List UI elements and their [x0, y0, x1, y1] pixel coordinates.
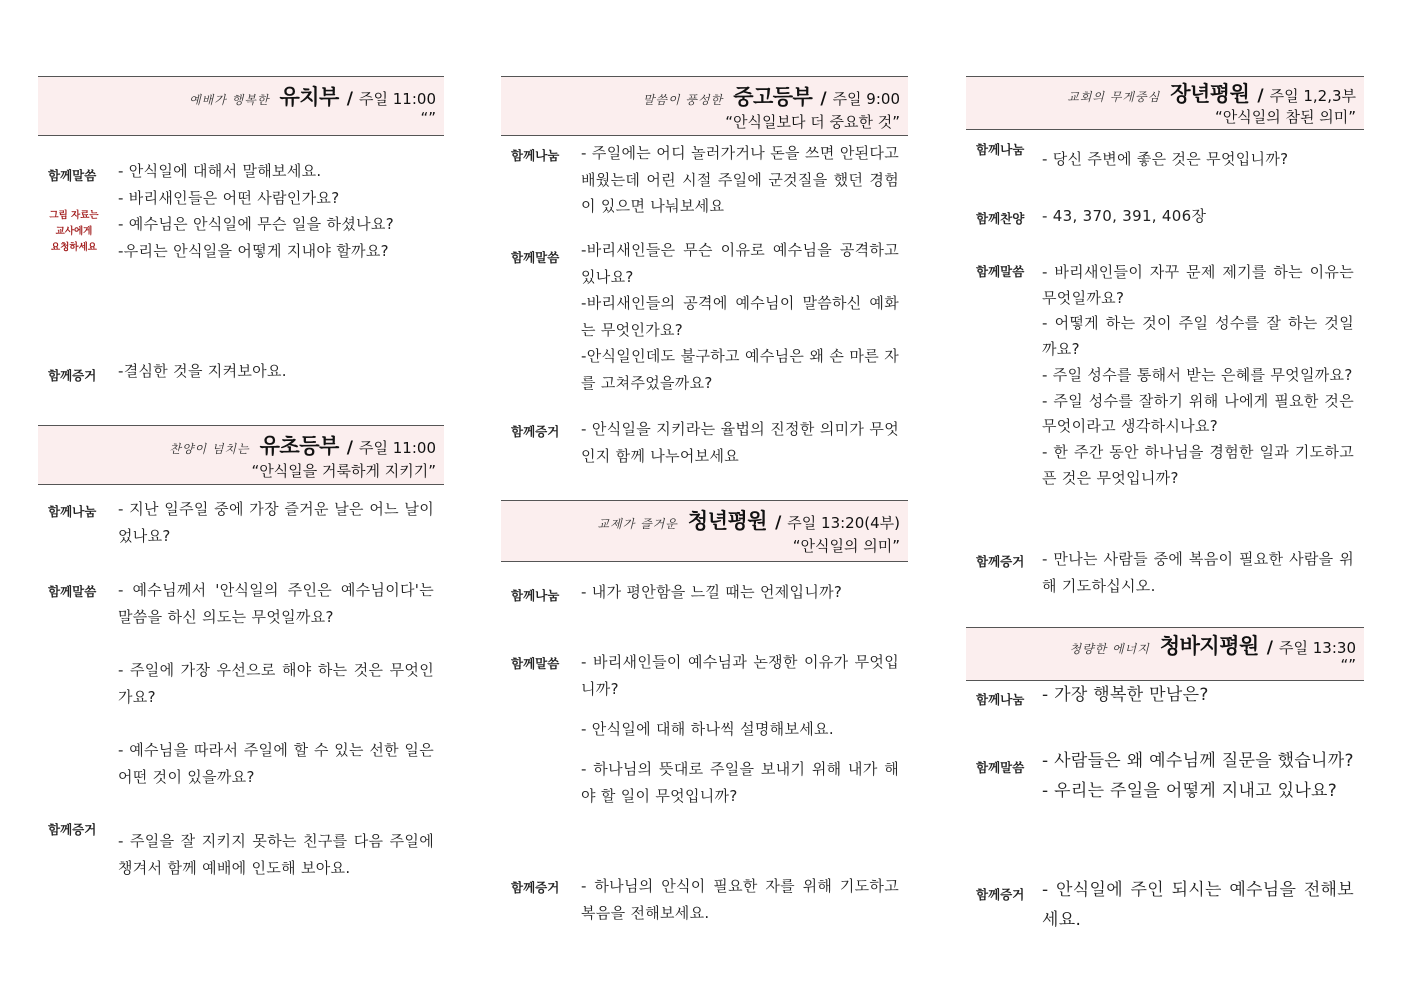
primary-section [38, 0, 444, 992]
list-item: - 사람들은 왜 예수님께 질문을 했습니까? [1042, 751, 1354, 771]
note-line: 그림 자료는 [49, 210, 99, 221]
header-title-line [598, 505, 900, 535]
witness-text: -결심한 것을 지켜보아요. [118, 362, 287, 380]
praise-label: 함께찬양 [976, 211, 1025, 226]
note-line: 요청하세요 [51, 242, 97, 253]
witness-label: 함께증거 [511, 424, 560, 439]
section-tagline: 청량한 에너지 [1069, 642, 1150, 656]
word-item: -바리새인들의 공격에 예수님이 말씀하신 예화는 무엇인가요? [581, 294, 899, 339]
word-item: -안식일인데도 불구하고 예수님은 왜 손 마른 자를 고쳐주었을까요? [581, 347, 899, 392]
list-item: - 어떻게 하는 것이 주일 성수를 잘 하는 것일까요? [1042, 314, 1354, 359]
title-separator: / [775, 513, 782, 533]
word-item: - 하나님의 뜻대로 주일을 보내기 위해 내가 해야 할 일이 무엇입니까? [581, 760, 899, 805]
witness-text: - 안식일에 주인 되시는 예수님을 전해보세요. [1042, 880, 1354, 930]
service-time: 주일 13:20(4부) [787, 514, 900, 532]
title-separator: / [820, 89, 827, 109]
service-time: 주일 11:00 [359, 90, 436, 108]
share-label: 함께말씀 [48, 168, 97, 183]
sermon-theme: “안식일을 거룩하게 지키기” [251, 462, 436, 480]
list-item: - 바리새인들은 어떤 사람인가요? [118, 188, 340, 207]
share-label: 함께나눔 [48, 504, 97, 519]
column-3 [966, 0, 1364, 992]
title-separator: / [346, 89, 354, 109]
share-text: - 주일에는 어디 놀러가거나 돈을 쓰면 안된다고 배웠는데 어린 시절 주일에 군것질을 했던 경험이 있으면 나눠보세요 [581, 144, 899, 215]
sermon-theme: “안식일의 의미” [792, 537, 900, 555]
service-time: 주일 11:00 [359, 439, 436, 457]
share-text: - 지난 일주일 중에 가장 즐거운 날은 어느 날이었나요? [118, 500, 434, 545]
title-separator: / [1257, 86, 1264, 106]
word-label: 함께말씀 [976, 264, 1025, 279]
section-header [38, 425, 444, 485]
department-name: 유치부 [279, 85, 339, 109]
witness-text: - 만나는 사람들 중에 복음이 필요한 사람을 위해 기도하십시오. [1042, 550, 1354, 595]
section-tagline: 찬양이 넘치는 [169, 442, 250, 456]
title-separator: / [346, 438, 354, 458]
share-text: - 당신 주변에 좋은 것은 무엇입니까? [1042, 150, 1289, 168]
column-2 [501, 0, 908, 992]
department-name: 청바지평원 [1159, 634, 1259, 658]
share-label: 함께나눔 [976, 142, 1025, 157]
list-item: - 바리새인들이 자꾸 문제 제기를 하는 이유는 무엇일까요? [1042, 263, 1354, 307]
list-item: - 한 주간 동안 하나님을 경험한 일과 기도하고픈 것은 무엇입니까? [1042, 442, 1354, 487]
sermon-theme: “안식일보다 더 중요한 것” [725, 113, 900, 131]
service-time: 주일 13:30 [1279, 639, 1356, 657]
witness-text: - 안식일을 지키라는 율법의 진정한 의미가 무엇인지 함께 나누어보세요 [581, 420, 899, 465]
word-label: 함께말씀 [511, 250, 560, 265]
word-item: - 주일에 가장 우선으로 해야 하는 것은 무엇인가요? [118, 661, 434, 706]
sermon-theme: “” [1340, 656, 1356, 674]
word-item: -바리새인들은 무슨 이유로 예수님을 공격하고 있나요? [581, 241, 899, 286]
word-list [1042, 747, 1354, 806]
share-label: 함께나눔 [511, 588, 560, 603]
witness-label: 함께증거 [511, 880, 560, 895]
witness-text: - 주일을 잘 지키지 못하는 친구를 다음 주일에 챙겨서 함께 예배에 인도해 보아요. [118, 832, 434, 877]
word-label: 함께말씀 [976, 760, 1025, 775]
header-title-line [1069, 630, 1356, 660]
share-label: 함께나눔 [976, 692, 1025, 707]
share-label: 함께나눔 [511, 148, 560, 163]
list-item: - 우리는 주일을 어떻게 지내고 있나요? [1042, 780, 1338, 801]
header-title-line [169, 430, 436, 460]
section-tagline: 교제가 즐거운 [597, 517, 678, 531]
department-name: 장년평원 [1170, 82, 1250, 106]
word-label: 함께말씀 [511, 656, 560, 671]
word-item: - 예수님께서 '안식일의 주인은 예수님이다'는 말씀을 하신 의도는 무엇일까요? [118, 581, 434, 626]
section-tagline: 말씀이 풍성한 [642, 93, 724, 107]
witness-label: 함께증거 [48, 822, 97, 837]
share-text: - 내가 평안함을 느낄 때는 언제입니까? [581, 583, 843, 601]
section-tagline: 예배가 행복한 [189, 93, 270, 107]
witness-label: 함께증거 [48, 368, 97, 383]
young-family-section [966, 0, 1364, 992]
young-adult-section [501, 0, 908, 992]
service-time: 주일 1,2,3부 [1269, 87, 1356, 105]
department-name: 중고등부 [733, 85, 813, 109]
sermon-theme: “” [420, 109, 436, 127]
share-text: - 가장 행복한 만남은? [1042, 685, 1209, 705]
word-item: - 안식일에 대해 하나씩 설명해보세요. [581, 720, 834, 738]
list-item: - 주일 성수를 잘하기 위해 나에게 필요한 것은 무엇이라고 생각하시나요? [1042, 391, 1354, 436]
sermon-theme: “안식일의 참된 의미” [1215, 108, 1356, 126]
service-time: 주일 9:00 [832, 90, 900, 108]
list-item: - 주일 성수를 통해서 받는 은혜를 무엇일까요? [1042, 365, 1353, 384]
column-1 [38, 0, 444, 992]
department-name: 청년평원 [687, 509, 768, 533]
section-header [501, 500, 908, 562]
witness-text: - 하나님의 안식이 필요한 자를 위해 기도하고 복음을 전해보세요. [581, 877, 899, 922]
section-header [966, 627, 1364, 681]
praise-text: - 43, 370, 391, 406장 [1042, 207, 1207, 225]
list-item: - 예수님은 안식일에 무슨 일을 하셨나요? [118, 215, 394, 233]
word-label: 함께말씀 [48, 584, 97, 599]
list-item: -우리는 안식일을 어떻게 지내야 할까요? [118, 241, 389, 260]
witness-label: 함께증거 [976, 554, 1025, 569]
word-item: - 예수님을 따라서 주일에 할 수 있는 선한 일은 어떤 것이 있을까요? [118, 741, 434, 786]
title-separator: / [1266, 638, 1274, 658]
department-name: 유초등부 [259, 434, 339, 458]
section-tagline: 교회의 무게중심 [1067, 90, 1161, 104]
word-item: - 바리새인들이 예수님과 논쟁한 이유가 무엇입니까? [581, 653, 899, 698]
list-item: - 안식일에 대해서 말해보세요. [118, 162, 322, 180]
note-line: 교사에게 [55, 226, 93, 237]
witness-label: 함께증거 [976, 887, 1025, 902]
